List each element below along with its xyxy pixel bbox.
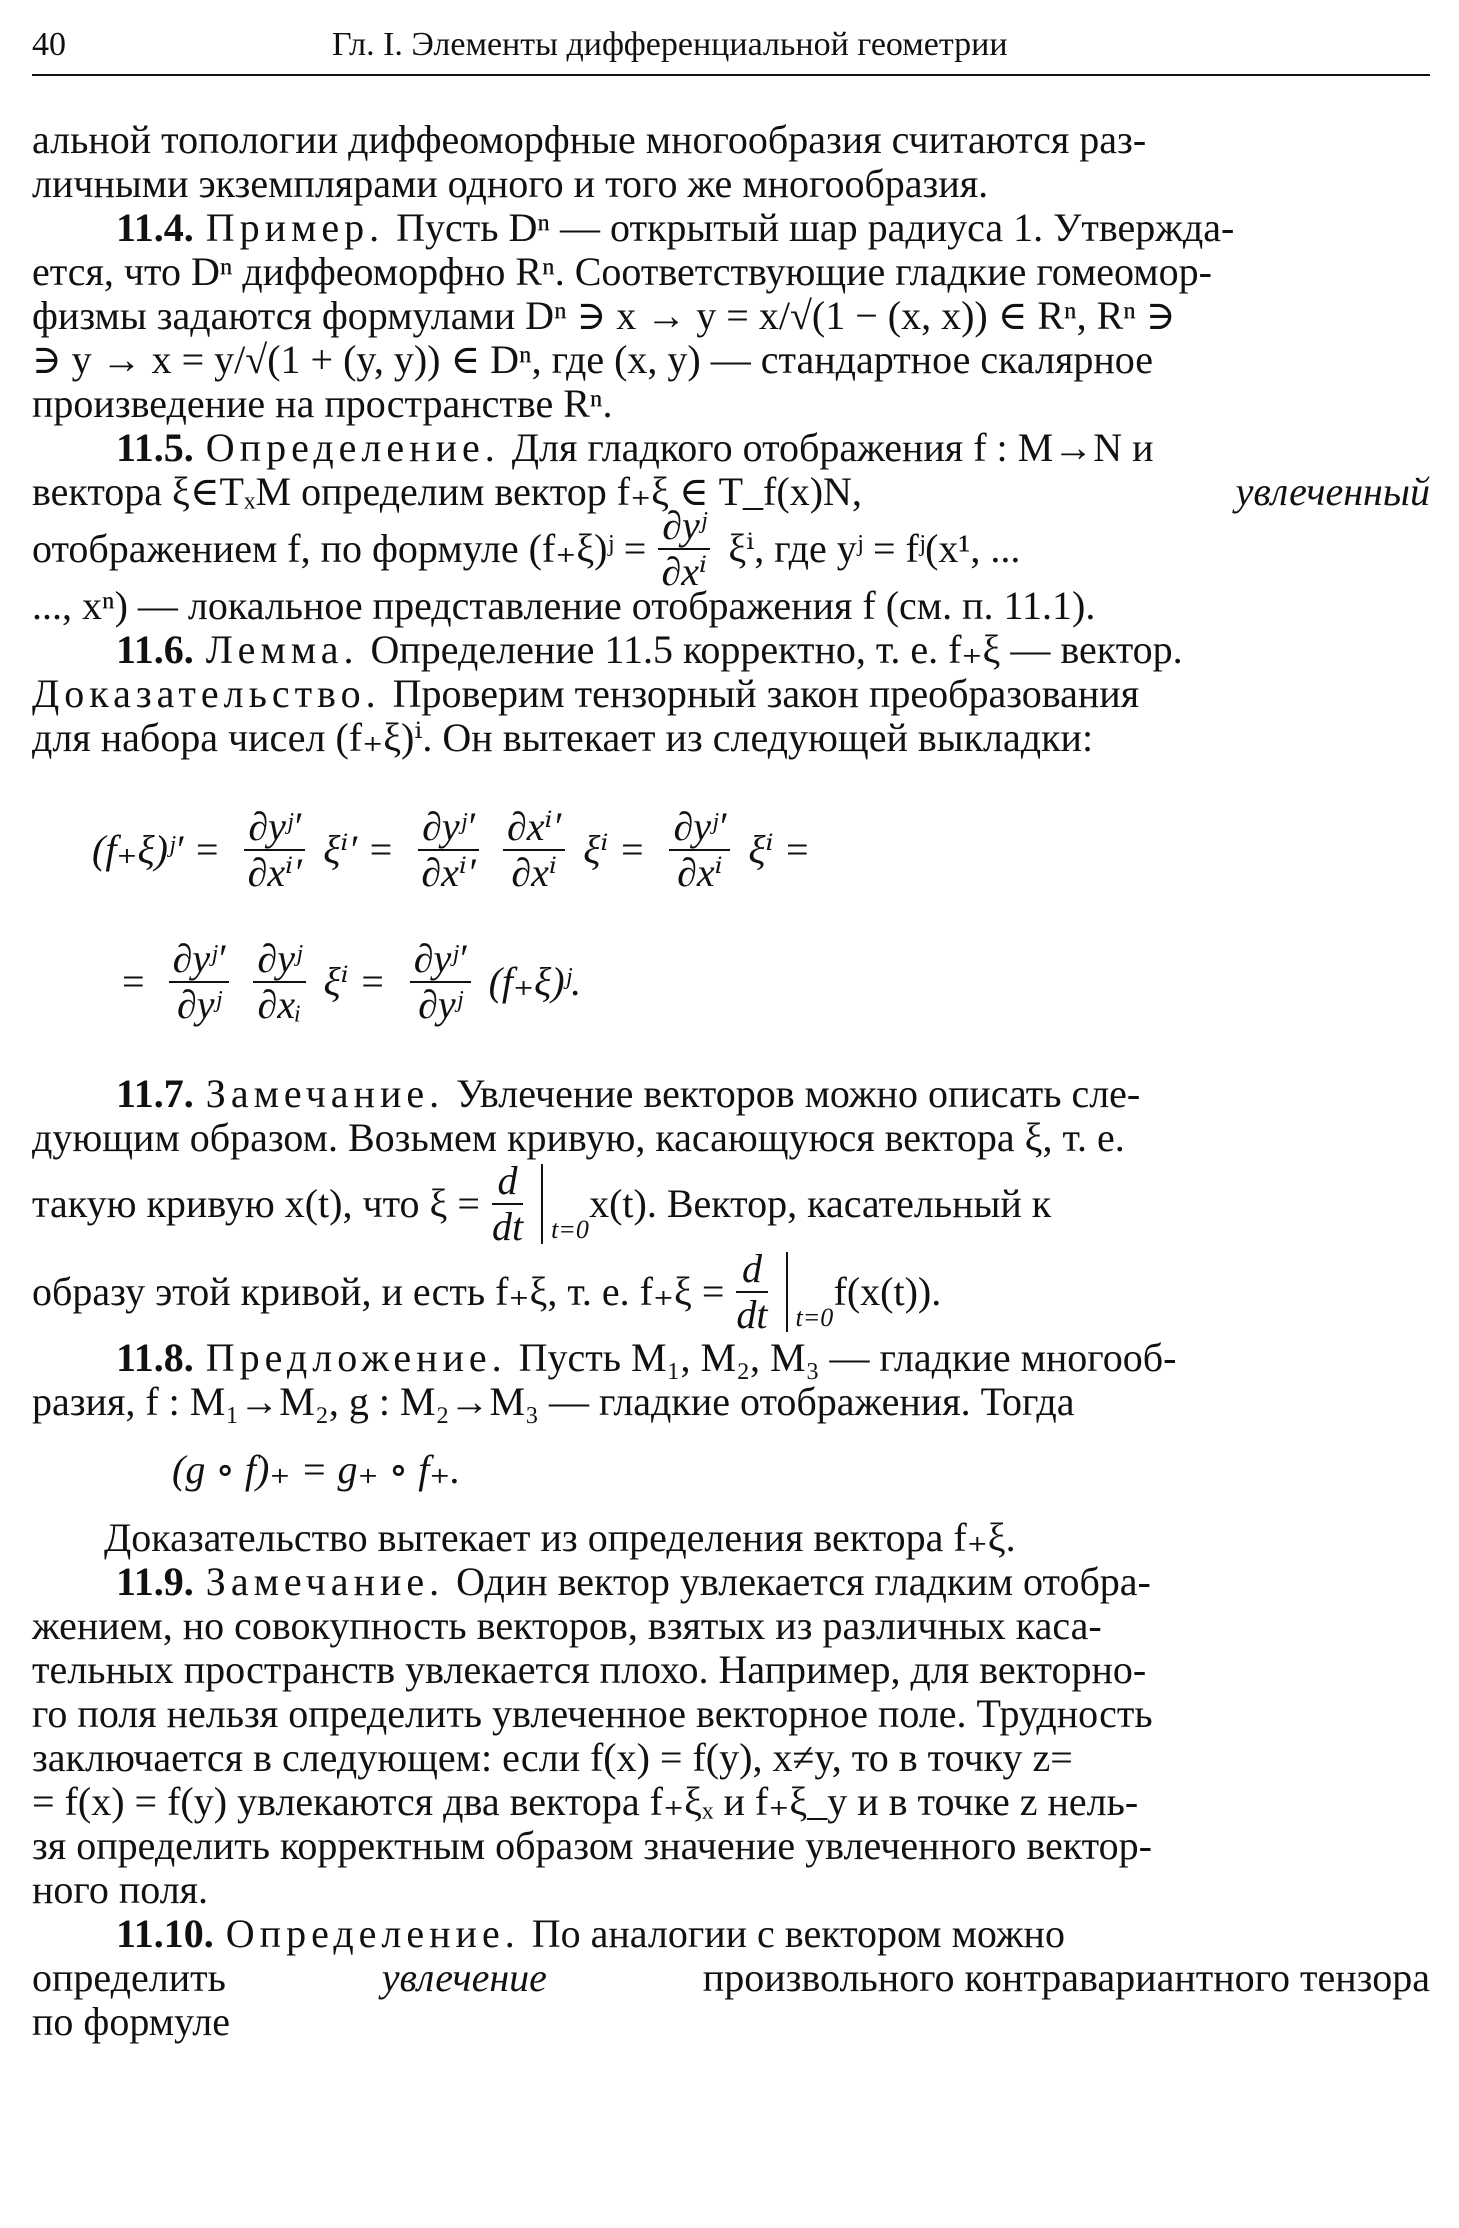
text: Пусть Dⁿ — открытый шар радиуса 1. Утвержда- — [396, 205, 1235, 250]
text-line — [32, 1516, 1430, 1560]
text: По аналогии с вектором можно — [531, 1911, 1065, 1956]
text: f(x(t)). — [833, 1269, 942, 1314]
fraction — [492, 1159, 523, 1249]
text-line — [32, 470, 1430, 514]
denominator: ∂xⁱ′ — [421, 850, 476, 895]
text: Увлечение векторов можно описать сле- — [456, 1071, 1141, 1116]
fraction — [418, 805, 479, 895]
text: = f(x) = f(y) увлекаются два вектора f₊ξₓ и f₊ξ_y и в точке z нель- — [32, 1779, 1139, 1824]
text: ξⁱ, где yʲ = fʲ(x¹, ... — [728, 526, 1021, 571]
formula-line — [32, 503, 1430, 594]
text-line — [32, 162, 1430, 206]
fraction — [253, 937, 305, 1027]
text: заключается в следующем: если f(x) = f(y), x≠y, то в точку z= — [32, 1735, 1073, 1780]
page-body — [32, 118, 1430, 2044]
text-line — [32, 2000, 1430, 2044]
denominator: ∂xᵢ — [257, 982, 302, 1027]
numerator: ∂xⁱ′ — [503, 805, 565, 851]
section-number: 11.7. — [116, 1071, 194, 1116]
text: Проверим тензорный закон преобразования — [392, 671, 1140, 716]
header-rule — [32, 74, 1430, 76]
denominator: dt — [736, 1292, 768, 1337]
text: Для гладкого отображения f : M→N и — [511, 425, 1154, 470]
numerator: ∂yʲ — [658, 504, 710, 550]
section-label: Определение. — [225, 1911, 520, 1956]
text: дующим образом. Возьмем кривую, касающуюся вектора ξ, т. е. — [32, 1115, 1125, 1160]
text-line — [32, 1604, 1430, 1648]
denominator: ∂xⁱ — [661, 549, 708, 594]
section-number: 11.8. — [116, 1335, 194, 1380]
text-line — [32, 1780, 1430, 1824]
denominator: ∂yʲ — [418, 982, 463, 1027]
text: зя определить корректным образом значение увлеченного вектор- — [32, 1823, 1152, 1868]
subscript: t=0 — [795, 1303, 834, 1332]
numerator: ∂yʲ — [253, 937, 305, 983]
italic-term: увлеченный — [1235, 469, 1430, 514]
text-line — [32, 294, 1430, 338]
text-line — [32, 338, 1430, 382]
book-page — [32, 18, 1432, 2208]
section-11-7 — [32, 1072, 1430, 1116]
section-label: Замечание. — [205, 1559, 445, 1604]
section-number: 11.10. — [116, 1911, 214, 1956]
text-line — [32, 118, 1430, 162]
text: Определение 11.5 корректно, т. е. f₊ξ — вектор. — [370, 627, 1183, 672]
eq-term: (f₊ξ)ʲ. — [488, 959, 582, 1004]
numerator: ∂yʲ′ — [169, 937, 230, 983]
fraction — [669, 805, 730, 895]
text: ется, что Dⁿ диффеоморфно Rⁿ. Соответствующие гладкие гомеомор- — [32, 249, 1212, 294]
text: Пусть M₁, M₂, M₃ — гладкие многооб- — [518, 1335, 1177, 1380]
fraction — [410, 937, 471, 1027]
denominator: dt — [491, 1204, 524, 1249]
text-line — [32, 1824, 1430, 1868]
text-line — [32, 584, 1430, 628]
text: произведение на пространстве Rⁿ. — [32, 381, 613, 426]
text: альной топологии диффеоморфные многообразия считаются раз- — [32, 117, 1147, 162]
section-label: Пример. — [205, 205, 385, 250]
eq-term: ξⁱ = — [323, 959, 386, 1004]
section-label: Определение. — [205, 425, 500, 470]
text-line — [32, 1868, 1430, 1912]
section-11-6 — [32, 628, 1430, 672]
text: го поля нельзя определить увлеченное векторное поле. Трудность — [32, 1691, 1153, 1736]
subscript: t=0 — [551, 1215, 589, 1244]
section-11-8 — [32, 1336, 1430, 1380]
text: личными экземплярами одного и того же многообразия. — [32, 161, 989, 206]
text-line — [32, 1648, 1430, 1692]
text-line — [32, 1956, 1430, 2000]
evaluation-bar — [786, 1252, 834, 1332]
fraction — [503, 805, 565, 895]
text: тельных пространств увлекается плохо. Например, для векторно- — [32, 1647, 1147, 1692]
eq-term: ξⁱ′ = — [323, 827, 395, 872]
eq-term: ξⁱ = — [748, 827, 811, 872]
denominator: ∂yʲ — [176, 982, 222, 1027]
text: вектора ξ∈TₓM определим вектор f₊ξ ∈ T_f(x)N, — [32, 469, 862, 514]
text-line — [32, 1116, 1430, 1160]
formula: (g ∘ f)₊ = g₊ ∘ f₊. — [172, 1447, 461, 1492]
fraction — [736, 1247, 767, 1337]
text: x(t). Вектор, касательный к — [589, 1181, 1052, 1226]
section-11-5 — [32, 426, 1430, 470]
section-label: Предложение. — [205, 1335, 507, 1380]
formula-line — [32, 1248, 1430, 1336]
denominator: ∂xⁱ′ — [247, 850, 302, 895]
section-11-10 — [32, 1912, 1430, 1956]
text: по формуле — [32, 1999, 230, 2044]
display-formula — [32, 1448, 1430, 1492]
section-number: 11.5. — [116, 425, 194, 470]
numerator: ∂yʲ′ — [669, 805, 730, 851]
fraction — [658, 504, 710, 594]
text: ного поля. — [32, 1867, 209, 1912]
section-number: 11.4. — [116, 205, 194, 250]
text-line — [32, 1692, 1430, 1736]
numerator: ∂yʲ′ — [244, 805, 305, 851]
text: Один вектор увлекается гладким отобра- — [456, 1559, 1151, 1604]
numerator: d — [492, 1159, 523, 1205]
text: жением, но совокупность векторов, взятых из различных каса- — [32, 1603, 1102, 1648]
numerator: d — [736, 1247, 767, 1293]
formula-line — [32, 1160, 1430, 1248]
text-line — [32, 382, 1430, 426]
italic-term: увлечение — [381, 1955, 547, 2000]
text: отображением f, по формуле (f₊ξ)ʲ = — [32, 526, 647, 571]
running-header — [32, 18, 1432, 70]
text: ..., xⁿ) — локальное представление отображения f (см. п. 11.1). — [32, 583, 1096, 628]
denominator: ∂xⁱ — [677, 850, 723, 895]
eq-term: (f₊ξ)ʲ′ = — [92, 827, 221, 872]
text: Доказательство вытекает из определения вектора f₊ξ. — [104, 1515, 1016, 1560]
text: произвольного контравариантного тензора — [702, 1955, 1430, 2000]
section-number: 11.6. — [116, 627, 194, 672]
page-number: 40 — [32, 26, 66, 63]
equation-2 — [32, 916, 1430, 1048]
text-line — [32, 1736, 1430, 1780]
section-label: Лемма. — [205, 627, 359, 672]
fraction — [244, 805, 305, 895]
fraction — [169, 937, 230, 1027]
section-number: 11.9. — [116, 1559, 194, 1604]
section-label: Замечание. — [205, 1071, 445, 1116]
text: такую кривую x(t), что ξ = — [32, 1181, 480, 1226]
chapter-title: Гл. I. Элементы дифференциальной геометрии — [332, 26, 1008, 63]
text-line — [32, 1380, 1430, 1424]
proof-label: Доказательство. — [32, 671, 381, 716]
eq-term: = — [122, 959, 145, 1004]
text-line — [32, 250, 1430, 294]
section-11-9 — [32, 1560, 1430, 1604]
text: образу этой кривой, и есть f₊ξ, т. е. f₊ξ = — [32, 1269, 725, 1314]
eq-term: ξⁱ = — [583, 827, 646, 872]
numerator: ∂yʲ′ — [418, 805, 479, 851]
text: физмы задаются формулами Dⁿ ∋ x → y = x/√(1 − (x, x)) ∈ Rⁿ, Rⁿ ∋ — [32, 293, 1176, 338]
proof-line — [32, 672, 1430, 716]
section-11-4 — [32, 206, 1430, 250]
text-line — [32, 716, 1430, 760]
equation-1 — [32, 784, 1430, 916]
text: разия, f : M₁→M₂, g : M₂→M₃ — гладкие отображения. Тогда — [32, 1379, 1075, 1424]
numerator: ∂yʲ′ — [410, 937, 471, 983]
evaluation-bar — [541, 1164, 589, 1244]
denominator: ∂xⁱ — [511, 850, 557, 895]
text: ∋ y → x = y/√(1 + (y, y)) ∈ Dⁿ, где (x, y) — стандартное скалярное — [32, 337, 1154, 382]
text: для набора чисел (f₊ξ)ⁱ. Он вытекает из следующей выкладки: — [32, 715, 1094, 760]
text: определить — [32, 1955, 226, 2000]
